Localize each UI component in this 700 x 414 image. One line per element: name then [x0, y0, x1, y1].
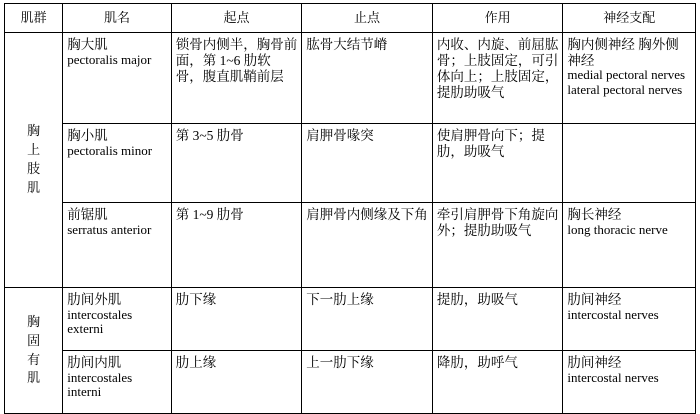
table-row	[5, 288, 696, 351]
nerve-cell: 胸长神经 long thoracic nerve	[563, 203, 696, 288]
table-row	[5, 351, 696, 414]
action-cell: 使肩胛骨向下；提肋，助吸气	[432, 124, 563, 203]
muscle-name-cell: 肋间内肌 intercostales interni	[63, 351, 171, 414]
table-row	[5, 33, 696, 124]
table-row	[5, 203, 696, 288]
action-cell: 提肋，助吸气	[432, 288, 563, 351]
muscle-name-cell: 前锯肌 serratus anterior	[63, 203, 171, 288]
table-header-row	[5, 4, 696, 33]
table-header	[5, 4, 696, 33]
muscle-table	[4, 3, 696, 414]
muscle-name-cell: 肋间外肌 intercostales externi	[63, 288, 171, 351]
action-cell: 牵引肩胛骨下角旋向外；提肋助吸气	[432, 203, 563, 288]
column-header-group: 肌群	[5, 4, 63, 33]
insertion-cell: 肩胛骨内侧缘及下角	[302, 203, 433, 288]
origin-cell: 第 3~5 肋骨	[171, 124, 302, 203]
column-header-nerve: 神经支配	[563, 4, 696, 33]
action-cell: 降肋，助呼气	[432, 351, 563, 414]
column-header-origin: 起点	[171, 4, 302, 33]
nerve-cell: 胸内侧神经 胸外侧神经 medial pectoral nerves lateral pectoral nerves	[563, 33, 696, 124]
origin-cell: 肋上缘	[171, 351, 302, 414]
insertion-cell: 肩胛骨喙突	[302, 124, 433, 203]
nerve-cell	[563, 124, 696, 203]
column-header-action: 作用	[432, 4, 563, 33]
muscle-name-cell: 胸小肌 pectoralis minor	[63, 124, 171, 203]
action-cell: 内收、内旋、前屈肱骨；上肢固定，可引体向上；上肢固定，提肋助吸气	[432, 33, 563, 124]
muscle-name-cell: 胸大肌 pectoralis major	[63, 33, 171, 124]
insertion-cell: 肱骨大结节嵴	[302, 33, 433, 124]
nerve-cell: 肋间神经 intercostal nerves	[563, 288, 696, 351]
column-header-insertion: 止点	[302, 4, 433, 33]
document-page	[0, 3, 700, 412]
insertion-cell: 上一肋下缘	[302, 351, 433, 414]
insertion-cell: 下一肋上缘	[302, 288, 433, 351]
origin-cell: 锁骨内侧半，胸骨前面，第 1~6 肋软骨，腹直肌鞘前层	[171, 33, 302, 124]
origin-cell: 肋下缘	[171, 288, 302, 351]
nerve-cell: 肋间神经 intercostal nerves	[563, 351, 696, 414]
origin-cell: 第 1~9 肋骨	[171, 203, 302, 288]
table-body	[5, 33, 696, 414]
group-label-thoracoappendicular: 胸上肢肌	[5, 33, 63, 288]
column-header-name: 肌名	[63, 4, 171, 33]
table-row	[5, 124, 696, 203]
group-label-intrinsic-thoracic: 胸固有肌	[5, 288, 63, 414]
